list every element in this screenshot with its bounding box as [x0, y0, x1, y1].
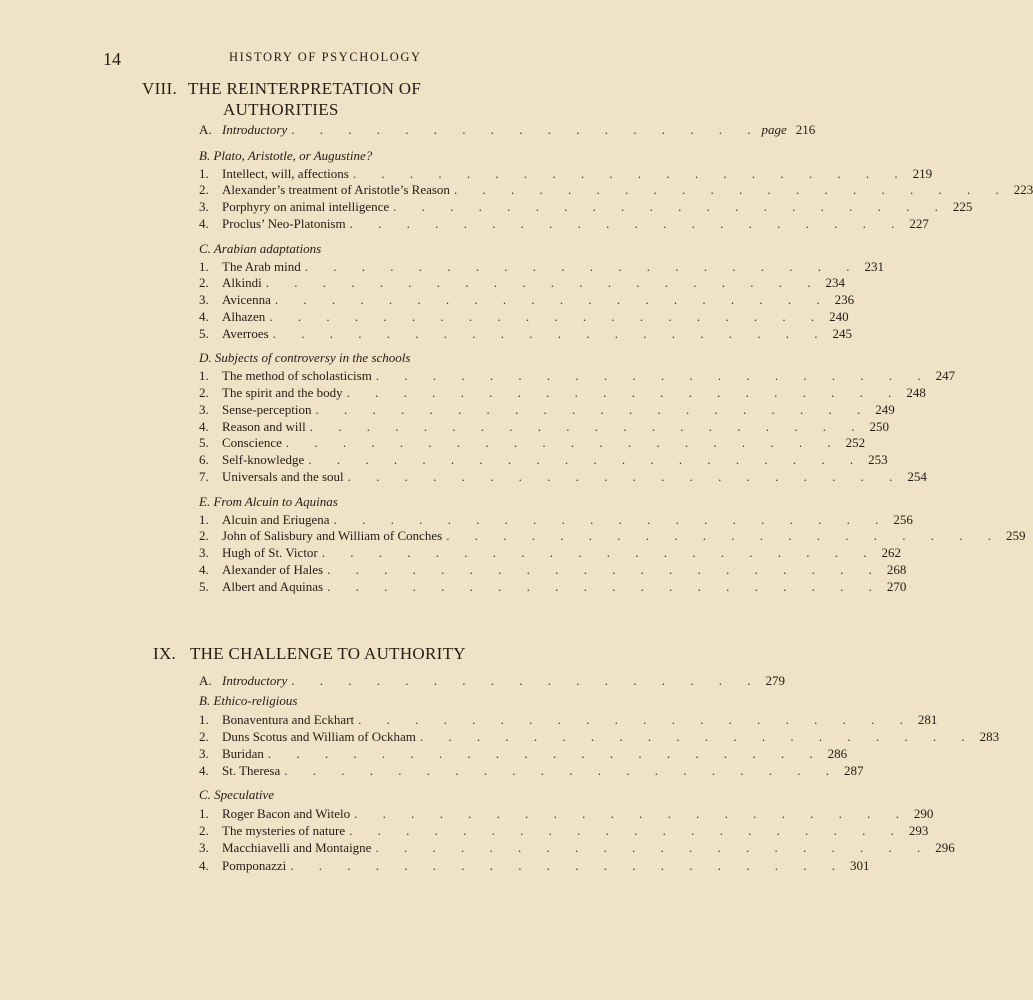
entry-page: 253: [868, 452, 888, 468]
leader-dots: . . . . . . . . . . . . . . . . . . . .: [375, 368, 932, 384]
entry-letter: A.: [199, 673, 212, 688]
toc-entry[interactable]: [199, 275, 845, 292]
entry-page: 234: [825, 275, 845, 291]
entry-title: Proclus’ Neo-Platonism: [222, 215, 346, 231]
entry-title: Reason and will: [222, 418, 306, 434]
entry-page: 256: [893, 511, 913, 527]
chapter-8-title: [142, 78, 421, 120]
leader-dots: . . . . . . . . . . . . . . . . . . . .: [304, 258, 861, 274]
entry-number: 2.: [199, 275, 209, 291]
entry-page: 223: [1013, 182, 1033, 198]
entry-page: 250: [869, 418, 890, 434]
section-heading: C. Arabian adaptations: [199, 240, 322, 256]
entry-page: 270: [886, 578, 907, 594]
entry-page: 293: [908, 823, 929, 839]
leader-dots: . . . . . . . . . . . . . . . . . . . .: [309, 418, 866, 434]
toc-entry[interactable]: [199, 308, 849, 326]
entry-number: 5.: [199, 578, 209, 594]
entry-number: 4.: [199, 857, 209, 873]
toc-entry[interactable]: [199, 468, 927, 486]
leader-dots: . . . . . . . . . . . . . . . . . . . .: [346, 385, 903, 401]
entry-title: Porphyry on animal intelligence: [222, 199, 390, 215]
entry-page: 301: [850, 857, 870, 873]
toc-entry[interactable]: [199, 673, 785, 690]
entry-title: Averroes: [222, 325, 269, 341]
chapter-title-line: THE CHALLENGE TO AUTHORITY: [190, 644, 466, 663]
entry-number: 4.: [199, 308, 209, 324]
chapter-title-line: THE REINTERPRETATION OF: [188, 79, 422, 98]
leader-dots: . . . . . . . . . . . . . . . . . . . .: [284, 763, 840, 779]
entry-title: Self-knowledge: [222, 452, 305, 468]
entry-number: 1.: [199, 258, 209, 274]
leader-dots: . . . . . . . . . . . . . . . . .: [291, 122, 762, 137]
chapter-8-contents: [199, 122, 1033, 595]
entry-number: 2.: [199, 385, 209, 401]
leader-dots: . . . . . . . . . . . . . . . . . . . .: [453, 182, 1010, 198]
entry-number: 4.: [199, 561, 209, 577]
entry-number: 2.: [199, 528, 209, 544]
entry-number: 2.: [199, 728, 209, 744]
leader-dots: . . . . . . . . . . . . . . . . . . . .: [315, 401, 872, 417]
chapter-title-line: AUTHORITIES: [223, 100, 339, 119]
entry-number: 4.: [199, 763, 209, 779]
entry-title: Buridan: [222, 746, 264, 762]
section-heading: C. Speculative: [199, 786, 275, 802]
chapter-9-title: [153, 643, 466, 664]
entry-number: 4.: [199, 215, 209, 231]
toc-entry[interactable]: [199, 528, 1026, 545]
entry-page: 219: [912, 165, 933, 181]
toc-entry[interactable]: [199, 122, 816, 139]
entry-number: 7.: [199, 468, 209, 484]
section-heading: D. Subjects of controversy in the schools: [199, 350, 411, 366]
entry-number: 3.: [199, 292, 209, 308]
leader-dots: . . . . . . . . . . . . . . . . . . . .: [393, 199, 949, 215]
entry-number: 1.: [199, 511, 209, 527]
entry-number: 6.: [199, 452, 209, 468]
entry-title: John of Salisbury and William of Conches: [222, 528, 443, 544]
entry-letter: A.: [199, 122, 212, 137]
toc-entry[interactable]: [199, 215, 929, 233]
leader-dots: . . . . . . . . . . . . . . . . . . . .: [347, 468, 904, 484]
entry-page: 296: [935, 840, 955, 856]
page-number: 14: [103, 49, 121, 69]
toc-entry[interactable]: [199, 578, 907, 596]
entry-page: 248: [906, 385, 926, 401]
entry-page: 254: [907, 468, 927, 484]
toc-entry[interactable]: [199, 728, 1000, 745]
entry-title: Conscience: [222, 435, 282, 451]
entry-number: 2.: [199, 823, 209, 839]
entry-title: Alcuin and Eriugena: [222, 511, 330, 527]
entry-page: 290: [913, 805, 934, 821]
leader-dots: . . . . . . . . . . . . . . . . . . . .: [327, 578, 883, 594]
section-heading: E. From Alcuin to Aquinas: [199, 493, 338, 509]
entry-number: 1.: [199, 711, 209, 727]
entry-title: The method of scholasticism: [222, 368, 372, 384]
toc-entry[interactable]: [199, 762, 864, 779]
toc-entry[interactable]: [199, 745, 848, 762]
toc-entry[interactable]: [199, 401, 895, 419]
entry-page: 279: [765, 673, 785, 688]
entry-page: 283: [979, 728, 1000, 744]
entry-number: 1.: [199, 368, 209, 384]
leader-dots: . . . . . . . . . . . . . . . . . . . .: [269, 308, 826, 324]
toc-entry[interactable]: [199, 435, 866, 452]
toc-entry[interactable]: [199, 182, 1033, 199]
leader-dots: . . . . . . . . . . . . . . . . . . . .: [267, 746, 824, 762]
entry-page: 287: [844, 763, 864, 779]
leader-dots: . . . . . . . . . . . . . . . . . . . .: [265, 275, 822, 291]
toc-entry[interactable]: [199, 385, 926, 402]
entry-page: 236: [834, 292, 855, 308]
toc-entry[interactable]: [199, 199, 973, 216]
entry-title: Introductory: [222, 122, 288, 137]
entry-number: 5.: [199, 435, 209, 451]
toc-entry[interactable]: [199, 711, 938, 728]
entry-page: 286: [827, 746, 848, 762]
entry-number: 1.: [199, 165, 209, 181]
toc-entry[interactable]: [199, 839, 955, 856]
toc-entry[interactable]: [199, 368, 956, 385]
entry-page: 231: [864, 258, 884, 274]
entry-title: Alexander’s treatment of Aristotle’s Reason: [222, 182, 450, 198]
toc-entry[interactable]: [199, 545, 902, 562]
leader-dots: . . . . . . . . . . . . . . . . . . . .: [321, 545, 878, 561]
entry-number: 3.: [199, 199, 209, 215]
entry-title: Bonaventura and Eckhart: [222, 711, 355, 727]
entry-page: 262: [881, 545, 902, 561]
entry-title: Albert and Aquinas: [222, 578, 324, 594]
toc-entry[interactable]: [199, 822, 929, 839]
toc-entry[interactable]: [199, 325, 852, 343]
entry-page: 259: [1005, 528, 1026, 544]
toc-entry[interactable]: [199, 805, 934, 822]
leader-dots: . . . . . . . . . . . . . . . . . . . .: [333, 511, 890, 527]
entry-number: 5.: [199, 325, 209, 341]
entry-number: 2.: [199, 182, 209, 198]
entry-title: Introductory: [222, 673, 288, 688]
leader-dots: . . . . . . . . . . . . . . . . . . . .: [308, 452, 865, 468]
entry-number: 3.: [199, 545, 209, 561]
leader-dots: . . . . . . . . . . . . . . . . . . . .: [349, 215, 906, 231]
leader-dots: . . . . . . . . . . . . . . . . . . . .: [354, 805, 910, 821]
entry-page: 216: [795, 122, 816, 137]
entry-number: 3.: [199, 401, 209, 417]
entry-title: St. Theresa: [222, 763, 281, 779]
toc-entry[interactable]: [199, 165, 933, 183]
page-label: page: [761, 122, 787, 137]
leader-dots: . . . . . . . . . . . . . . . . .: [291, 673, 762, 688]
entry-title: Avicenna: [222, 292, 271, 308]
entry-page: 240: [829, 308, 849, 324]
entry-title: The spirit and the body: [222, 385, 343, 401]
chapter-number: VIII.: [142, 79, 178, 98]
entry-page: 252: [845, 435, 866, 451]
leader-dots: . . . . . . . . . . . . . . . . . . . .: [274, 292, 831, 308]
toc-entry[interactable]: [199, 857, 870, 874]
entry-title: Alexander of Hales: [222, 561, 324, 577]
section-heading: B. Plato, Aristotle, or Augustine?: [199, 147, 373, 163]
toc-entry[interactable]: [199, 511, 913, 529]
running-head: HISTORY OF PSYCHOLOGY: [229, 50, 422, 64]
leader-dots: . . . . . . . . . . . . . . . . . . . .: [272, 325, 829, 341]
leader-dots: . . . . . . . . . . . . . . . . . . . .: [358, 711, 914, 727]
entry-title: Sense-perception: [222, 401, 312, 417]
entry-number: 1.: [199, 805, 209, 821]
entry-title: Pomponazzi: [222, 857, 287, 873]
entry-number: 4.: [199, 418, 209, 434]
toc-entry[interactable]: [199, 561, 907, 579]
entry-page: 247: [935, 368, 956, 384]
entry-page: 249: [875, 401, 895, 417]
entry-page: 268: [886, 561, 907, 577]
entry-number: 3.: [199, 746, 209, 762]
leader-dots: . . . . . . . . . . . . . . . . . . . .: [327, 561, 883, 577]
entry-title: The mysteries of nature: [222, 823, 346, 839]
entry-page: 227: [909, 215, 929, 231]
chapter-number: IX.: [153, 644, 177, 663]
entry-title: Alhazen: [222, 308, 266, 324]
entry-title: Duns Scotus and William of Ockham: [222, 728, 416, 744]
entry-title: Hugh of St. Victor: [222, 545, 318, 561]
toc-entry[interactable]: [199, 452, 888, 469]
leader-dots: . . . . . . . . . . . . . . . . . . . .: [349, 823, 905, 839]
toc-entry[interactable]: [199, 258, 884, 276]
section-heading: B. Ethico-religious: [199, 692, 298, 708]
entry-page: 245: [832, 325, 852, 341]
toc-entry[interactable]: [199, 418, 890, 436]
leader-dots: . . . . . . . . . . . . . . . . . . . .: [290, 857, 847, 873]
entry-title: The Arab mind: [222, 258, 301, 274]
entry-title: Alkindi: [222, 275, 262, 291]
entry-title: Roger Bacon and Witelo: [222, 805, 351, 821]
entry-title: Universals and the soul: [222, 468, 344, 484]
entry-title: Intellect, will, affections: [222, 165, 349, 181]
leader-dots: . . . . . . . . . . . . . . . . . . . .: [446, 528, 1002, 544]
leader-dots: . . . . . . . . . . . . . . . . . . . .: [285, 435, 842, 451]
entry-number: 3.: [199, 840, 209, 856]
entry-page: 225: [952, 199, 973, 215]
entry-page: 281: [917, 711, 938, 727]
leader-dots: . . . . . . . . . . . . . . . . . . . .: [352, 165, 909, 181]
entry-title: Macchiavelli and Montaigne: [222, 840, 372, 856]
leader-dots: . . . . . . . . . . . . . . . . . . . .: [375, 840, 932, 856]
toc-entry[interactable]: [199, 292, 855, 309]
chapter-9-contents: [199, 673, 1000, 874]
leader-dots: . . . . . . . . . . . . . . . . . . . .: [419, 728, 976, 744]
